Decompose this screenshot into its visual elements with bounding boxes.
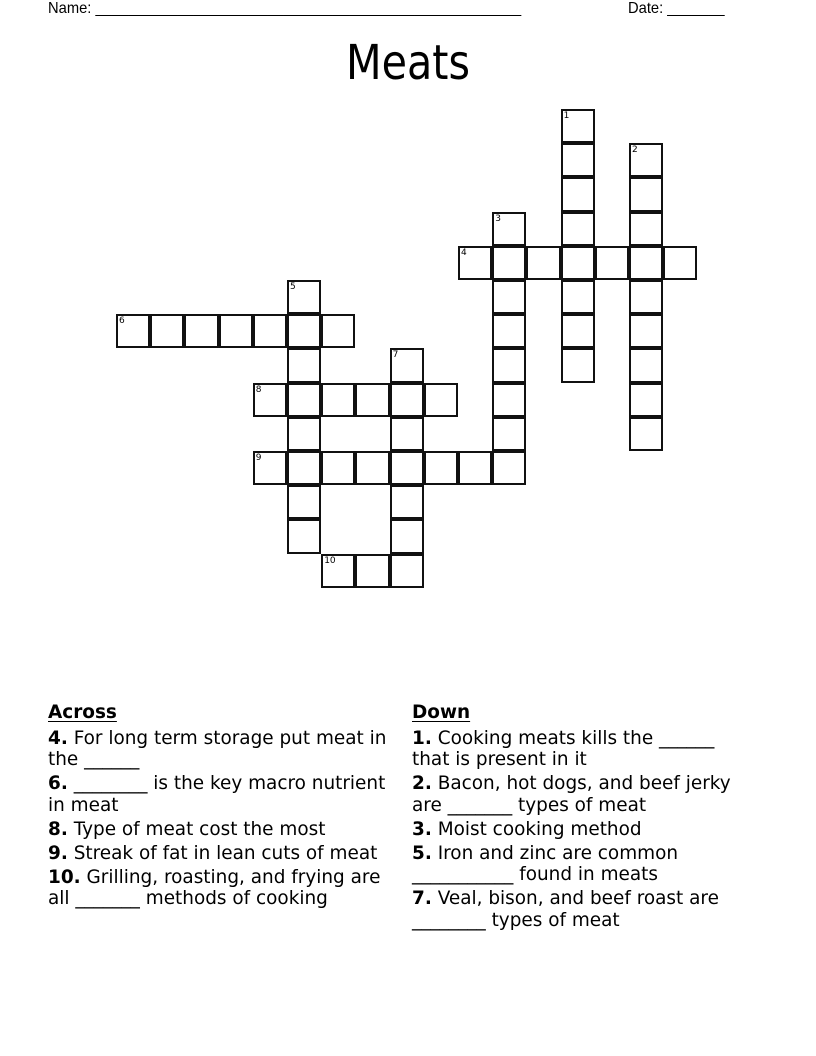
grid-cell[interactable]	[287, 280, 321, 314]
grid-cell[interactable]	[492, 348, 526, 382]
grid-cell[interactable]	[629, 143, 663, 177]
clue-across-6	[48, 773, 397, 816]
clue-text: Type of meat cost the most	[67, 817, 326, 840]
grid-cell[interactable]	[492, 383, 526, 417]
grid-cell[interactable]	[287, 519, 321, 553]
clue-number: 9.	[48, 841, 68, 864]
grid-cell[interactable]	[253, 314, 287, 348]
clue-across-9	[48, 843, 397, 865]
grid-cell[interactable]	[390, 348, 424, 382]
grid-cell[interactable]	[561, 246, 595, 280]
grid-cell[interactable]	[287, 417, 321, 451]
clue-down-3	[412, 819, 732, 841]
clue-down-1	[412, 728, 732, 771]
grid-cell[interactable]	[390, 417, 424, 451]
clue-text: For long term storage put meat in the ______	[48, 726, 387, 770]
clue-text: Grilling, roasting, and frying are all _______ methods of cooking	[48, 865, 381, 909]
clue-text: Bacon, hot dogs, and beef jerky are _______ types of meat	[412, 772, 731, 816]
cell-number: 6	[119, 316, 125, 327]
grid-cell[interactable]	[321, 314, 355, 348]
clue-down-7	[412, 888, 732, 931]
cell-number: 5	[290, 282, 296, 292]
cell-number: 7	[392, 350, 399, 361]
clue-text: Cooking meats kills the ______ that is present in it	[412, 726, 715, 770]
cell-number: 4	[461, 247, 467, 258]
grid-cell[interactable]	[321, 383, 355, 417]
grid-cell[interactable]	[355, 383, 389, 417]
down-clues	[412, 702, 732, 934]
grid-cell[interactable]	[287, 451, 321, 485]
grid-cell[interactable]	[253, 451, 287, 485]
grid-cell[interactable]	[458, 451, 492, 485]
clue-across-8	[48, 819, 397, 841]
across-heading: Across	[48, 701, 117, 723]
grid-cell[interactable]	[458, 246, 492, 280]
grid-cell[interactable]	[561, 143, 595, 177]
down-heading: Down	[412, 701, 471, 723]
grid-cell[interactable]	[492, 314, 526, 348]
grid-cell[interactable]	[321, 451, 355, 485]
grid-cell[interactable]	[287, 348, 321, 382]
grid-cell[interactable]	[116, 314, 150, 348]
grid-cell[interactable]	[253, 383, 287, 417]
grid-cell[interactable]	[492, 246, 526, 280]
cell-number: 10	[324, 555, 336, 566]
clue-number: 10.	[48, 865, 81, 888]
grid-cell[interactable]	[663, 246, 697, 280]
grid-cell[interactable]	[629, 212, 663, 246]
grid-cell[interactable]	[561, 109, 595, 143]
grid-cell[interactable]	[561, 212, 595, 246]
clue-number: 3.	[412, 817, 432, 840]
grid-cell[interactable]	[492, 280, 526, 314]
clue-across-10	[48, 867, 397, 910]
clue-number: 4.	[48, 726, 68, 749]
name-label: Name:	[48, 0, 92, 17]
clue-number: 1.	[412, 726, 432, 749]
grid-cell[interactable]	[150, 314, 184, 348]
grid-cell[interactable]	[355, 451, 389, 485]
cell-number: 3	[495, 213, 501, 224]
clue-number: 5.	[412, 841, 432, 864]
grid-cell[interactable]	[595, 246, 629, 280]
grid-cell[interactable]	[526, 246, 560, 280]
grid-cell[interactable]	[390, 554, 424, 588]
name-blank[interactable]: ____________________________________________________	[95, 0, 522, 17]
grid-cell[interactable]	[629, 348, 663, 382]
grid-cell[interactable]	[561, 280, 595, 314]
clue-text: Streak of fat in lean cuts of meat	[67, 841, 378, 864]
grid-cell[interactable]	[184, 314, 218, 348]
date-label: Date:	[628, 0, 664, 17]
grid-cell[interactable]	[424, 383, 458, 417]
grid-cell[interactable]	[629, 314, 663, 348]
clue-number: 6.	[48, 772, 68, 794]
grid-cell[interactable]	[492, 212, 526, 246]
cell-number: 8	[255, 384, 262, 395]
grid-cell[interactable]	[390, 383, 424, 417]
date-blank[interactable]: _______	[667, 0, 725, 17]
grid-cell[interactable]	[629, 177, 663, 211]
clue-text: Iron and zinc are common ___________ found in meats	[412, 841, 679, 885]
cell-number: 9	[255, 453, 262, 463]
grid-cell[interactable]	[390, 451, 424, 485]
grid-cell[interactable]	[561, 348, 595, 382]
grid-cell[interactable]	[287, 383, 321, 417]
grid-cell[interactable]	[390, 519, 424, 553]
grid-cell[interactable]	[321, 554, 355, 588]
clue-down-2	[412, 773, 732, 816]
clue-across-4	[48, 728, 397, 771]
clue-text: Veal, bison, and beef roast are ________ types of meat	[412, 887, 719, 931]
clue-number: 7.	[412, 887, 432, 909]
grid-cell[interactable]	[390, 485, 424, 519]
clue-text: ________ is the key macro nutrient in meat	[48, 772, 386, 816]
grid-cell[interactable]	[355, 554, 389, 588]
grid-cell[interactable]	[561, 314, 595, 348]
grid-cell[interactable]	[629, 280, 663, 314]
grid-cell[interactable]	[287, 314, 321, 348]
grid-cell[interactable]	[561, 177, 595, 211]
grid-cell[interactable]	[629, 383, 663, 417]
across-clues	[48, 702, 397, 912]
grid-cell[interactable]	[424, 451, 458, 485]
cell-number: 1	[563, 111, 570, 121]
grid-cell[interactable]	[629, 246, 663, 280]
grid-cell[interactable]	[492, 417, 526, 451]
clue-text: Moist cooking method	[431, 817, 642, 840]
clue-number: 8.	[48, 817, 68, 840]
cell-number: 2	[632, 145, 638, 156]
grid-cell[interactable]	[287, 485, 321, 519]
grid-cell[interactable]	[219, 314, 253, 348]
clue-down-5	[412, 843, 732, 886]
clue-number: 2.	[412, 772, 432, 794]
grid-cell[interactable]	[629, 417, 663, 451]
grid-cell[interactable]	[492, 451, 526, 485]
page-title: Meats	[345, 35, 471, 91]
